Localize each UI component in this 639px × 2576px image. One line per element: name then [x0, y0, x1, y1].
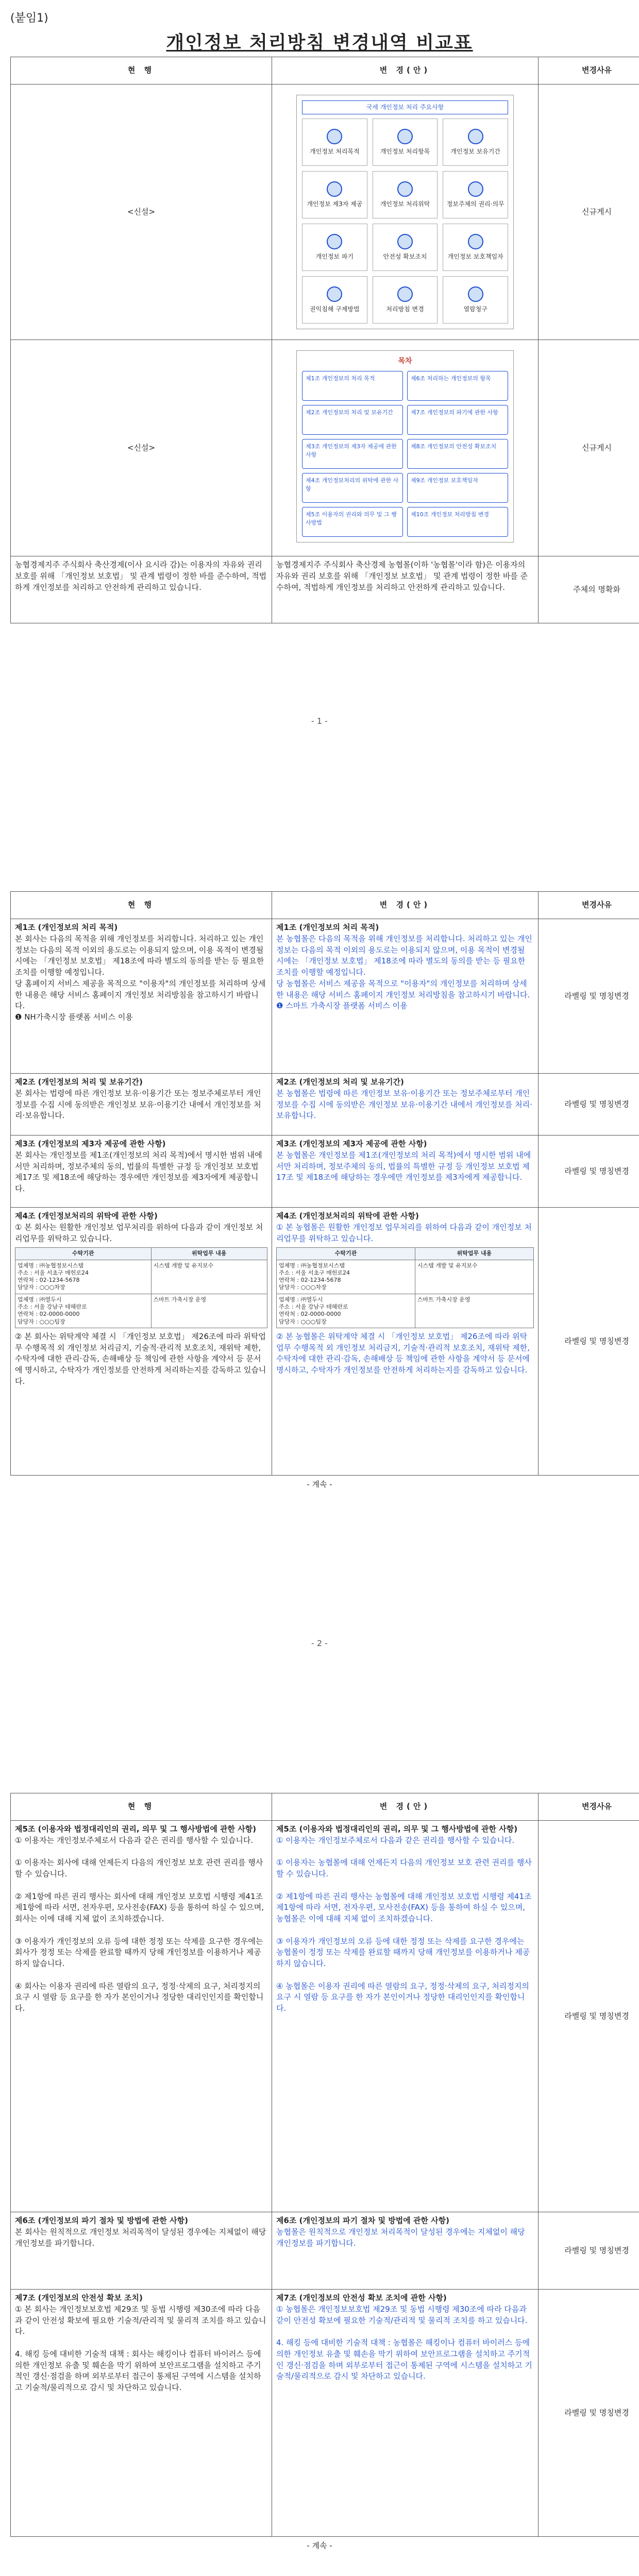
- toc-item[interactable]: 제7조 개인정보의 파기에 관한 사항: [407, 405, 508, 435]
- reason-cell: 신규게시: [539, 84, 639, 340]
- label-item: 개인정보 처리목적: [302, 118, 367, 166]
- header-current: 현 행: [11, 57, 272, 84]
- comparison-table-page-3: [10, 1793, 629, 2551]
- label-icon: [397, 286, 413, 302]
- proposed-cell: 제1조 (개인정보의 처리 목적) 본 농협몰은 다음의 목적을 위해 개인정보를 처리합니다. 처리하고 있는 개인정보는 다음의 목적 이외의 용도로는 이용되지 않으며, 이용 목적이 변경될 시에는 「개인정보 보호법」 제18조에 따라 별도의 동의를 받는 등 필요한 조치를 이행할 예정입니다. 당 농협몰은 서비스 제공을 목적으로 "이용자"의 개인정보를 처리하며 상세한 내용은 해당 서비스 홈페이지 개인정보 처리방침을 참고하시기 바랍니다. ❶ 스마트 가축시장 플랫폼 서비스 이용: [272, 919, 539, 1074]
- page-title: 개인정보 처리방침 변경내역 비교표: [166, 32, 473, 54]
- proposed-cell: [272, 84, 539, 340]
- header-reason: 변경사유: [539, 892, 639, 919]
- label-icon: [397, 181, 413, 197]
- toc-item[interactable]: 제4조 개인정보처리의 위탁에 관한 사항: [302, 473, 403, 503]
- reason-cell: 주체의 명확화: [539, 556, 639, 623]
- header-proposed: 변 경(안): [272, 1793, 539, 1821]
- toc-item[interactable]: 제3조 개인정보의 제3자 제공에 관한 사항: [302, 439, 403, 469]
- label-icon: [468, 181, 483, 197]
- continued-note: - 계속 -: [307, 1480, 332, 1489]
- label-icon: [397, 129, 413, 144]
- proposed-cell: 농협경제지주 주식회사 축산경제 농협몰(이하 '농협몰'이라 함)은 이용자의 자유와 권리 보호를 위해 「개인정보 보호법」 및 관계 법령이 정한 바를 준수하여, 적법하게 개인정보를 처리하고 안전하게 관리하고 있습니다.: [272, 556, 539, 623]
- label-item: 개인정보 처리항목: [373, 118, 438, 166]
- header-proposed: 변 경(안): [272, 892, 539, 919]
- header-reason: 변경사유: [539, 57, 639, 84]
- attachment-tag: (붙임1): [10, 12, 48, 25]
- current-cell: 제4조 (개인정보처리의 위탁에 관한 사항) ① 본 회사는 원활한 개인정보 업무처리를 위하여 다음과 같이 개인정보 처리업무를 위탁하고 있습니다. 수탁기관 위탁업무 내용 업체명 : ㈜농협정보시스템 주소 : 서울 서초구 매헌로24 연락처 : 02-1234-5678 담당자 : ○○○차장 시스템 개발 및 유지보수 업체명 : ㈜열두시 주소 : 서울 강남구 테헤란로 연락처 : 02-0000-0000 담당자 : ○○○팀장 스마트 가축시장 운영 ② 본 회사는 위탁계약 체결 시 「개인정보 보호법」 제26조에 따라 위탁업무 수행목적 외 개인정보 처리금지, 기술적·관리적 보호조치, 재위탁 제한, 수탁자에 대한 관리·감독, 손해배상 등 책임에 관한 사항을 계약서 등 문서에 명시하고, 수탁자가 개인정보를 안전하게 처리하는지를 감독하고 있습니다.: [11, 1208, 272, 1476]
- label-item: 안전성 확보조치: [373, 224, 438, 271]
- header-proposed: 변 경(안): [272, 57, 539, 84]
- label-item: 개인정보 제3자 제공: [302, 171, 367, 218]
- reason-cell: 라벨링 및 명칭변경: [539, 1208, 639, 1476]
- current-cell: 제3조 (개인정보의 제3자 제공에 관한 사항) 본 회사는 개인정보를 제1조(개인정보의 처리 목적)에서 명시한 범위 내에서만 처리하며, 정보주체의 동의, 법률의 특별한 규정 등 개인정보 보호법 제17조 및 제18조에 해당하는 경우에만 개인정보를 제3자에게 제공합니다.: [11, 1136, 272, 1208]
- proposed-cell: 제5조 (이용자와 법정대리인의 권리, 의무 및 그 행사방법에 관한 사항) ① 이용자는 개인정보주체로서 다음과 같은 권리를 행사할 수 있습니다. ① 이용자는 농협몰에 대해 언제든지 다음의 개인정보 보호 관련 권리를 행사할 수 있습니다. ② 제1항에 따른 권리 행사는 농협몰에 대해 개인정보 보호법 시행령 제41조 제1항에 따라 서면, 전자우편, 모사전송(FAX) 등을 통하여 하실 수 있으며, 농협몰은 이에 대해 지체 없이 조치하겠습니다. ③ 이용자가 개인정보의 오류 등에 대한 정정 또는 삭제를 요구한 경우에는 농협몰이 정정 또는 삭제를 완료할 때까지 당해 개인정보를 이용하거나 제공하지 않습니다. ④ 농협몰은 이용자 권리에 따른 열람의 요구, 정정·삭제의 요구, 처리정지의 요구 시 열람 등 요구를 한 자가 본인이거나 정당한 대리인인지를 확인합니다.: [272, 1821, 539, 2212]
- proposed-cell: 제6조 (개인정보의 파기 절차 및 방법에 관한 사항) 농협몰은 원칙적으로 개인정보 처리목적이 달성된 경우에는 지체없이 해당 개인정보를 파기합니다.: [272, 2212, 539, 2290]
- page-number: - 2 -: [311, 1638, 328, 1648]
- label-item: 개인정보 처리위탁: [373, 171, 438, 218]
- reason-cell: 라벨링 및 명칭변경: [539, 919, 639, 1074]
- label-item: 개인정보 보호책임자: [443, 224, 508, 271]
- toc-item[interactable]: 제6조 처리하는 개인정보의 항목: [407, 371, 508, 401]
- toc-head: 목차: [398, 357, 412, 366]
- proposed-cell: 제2조 (개인정보의 처리 및 보유기간) 본 농협몰은 법령에 따른 개인정보 보유·이용기간 또는 정보주체로부터 개인정보를 수집 시에 동의받은 개인정보 보유·이용기간 내에서 개인정보를 처리·보유합니다.: [272, 1074, 539, 1136]
- current-cell: 농협경제지주 주식회사 축산경제(이사 요시라 감)는 이용자의 자유와 권리 보호를 위해 「개인정보 보호법」 및 관계 법령이 정한 바를 준수하여, 적법하게 개인정보를 처리하고 안전하게 관리하고 있습니다.: [11, 556, 272, 623]
- toc-box: [296, 350, 514, 542]
- proposed-cell: 제3조 (개인정보의 제3자 제공에 관한 사항) 본 농협몰은 개인정보를 제1조(개인정보의 처리 목적)에서 명시한 범위 내에서만 처리하며, 정보주체의 동의, 법률의 특별한 규정 등 개인정보 보호법 제17조 및 제18조에 해당하는 경우에만 개인정보를 제3자에게 제공합니다.: [272, 1136, 539, 1208]
- reason-cell: 신규게시: [539, 340, 639, 556]
- proposed-cell: 제7조 (개인정보의 안전성 확보 조치에 관한 사항) ① 농협몰은 개인정보보호법 제29조 및 동법 시행령 제30조에 따라 다음과 같이 안전성 확보에 필요한 기술적/관리적 및 물리적 조치를 하고 있습니다. 4. 해킹 등에 대비한 기술적 대책 : 농협몰은 해킹이나 컴퓨터 바이러스 등에 의한 개인정보 유출 및 훼손을 막기 위하여 보안프로그램을 설치하고 주기적인 갱신·점검을 하며 외부로부터 접근이 통제된 구역에 시스템을 설치하고 기술적/물리적으로 감시 및 차단하고 있습니다.: [272, 2290, 539, 2537]
- label-icon: [468, 129, 483, 144]
- reason-cell: 라벨링 및 명칭변경: [539, 2290, 639, 2537]
- comparison-table-page-1: [10, 57, 629, 623]
- label-icon: [327, 286, 342, 302]
- label-item: 개인정보 보유기간: [443, 118, 508, 166]
- label-icon: [327, 129, 342, 144]
- current-cell: 제6조 (개인정보의 파기 절차 및 방법에 관한 사항) 본 회사는 원칙적으로 개인정보 처리목적이 달성된 경우에는 지체없이 해당 개인정보를 파기합니다.: [11, 2212, 272, 2290]
- current-cell: <신설>: [11, 340, 272, 556]
- label-icon: [468, 234, 483, 249]
- continued-note: - 계속 -: [307, 2541, 332, 2550]
- current-cell: 제5조 (이용자와 법정대리인의 권리, 의무 및 그 행사방법에 관한 사항) ① 이용자는 개인정보주체로서 다음과 같은 권리를 행사할 수 있습니다. ① 이용자는 회사에 대해 언제든지 다음의 개인정보 보호 관련 권리를 행사할 수 있습니다. ② 제1항에 따른 권리 행사는 회사에 대해 개인정보 보호법 시행령 제41조 제1항에 따라 서면, 전자우편, 모사전송(FAX) 등을 통하여 하실 수 있으며, 회사는 이에 대해 지체 없이 조치하겠습니다. ③ 이용자가 개인정보의 오류 등에 대한 정정 또는 삭제를 요구한 경우에는 회사가 정정 또는 삭제를 완료할 때까지 당해 개인정보를 이용하거나 제공하지 않습니다. ④ 회사는 이용자 권리에 따른 열람의 요구, 정정·삭제의 요구, 처리정지의 요구 시 열람 등 요구를 한 자가 본인이거나 정당한 대리인인지를 확인합니다.: [11, 1821, 272, 2212]
- label-item: 개인정보 파기: [302, 224, 367, 271]
- label-icon: [397, 234, 413, 249]
- proposed-cell: [272, 340, 539, 556]
- entrust-table: 수탁기관 위탁업무 내용 업체명 : ㈜농협정보시스템 주소 : 서울 서초구 매헌로24 연락처 : 02-1234-5678 담당자 : ○○○차장 시스템 개발 및 유지보수 업체명 : ㈜열두시 주소 : 서울 강남구 테헤란로 연락처 : 02-0000-0000 담당자 : ○○○팀장 스마트 가축시장 운영: [276, 1247, 534, 1328]
- label-item: 정보주체의 권리·의무: [443, 171, 508, 218]
- label-item: 처리방침 변경: [373, 276, 438, 324]
- current-cell: 제1조 (개인정보의 처리 목적) 본 회사는 다음의 목적을 위해 개인정보를 처리합니다. 처리하고 있는 개인정보는 다음의 목적 이외의 용도로는 이용되지 않으며, 이용 목적이 변경될 시에는 「개인정보 보호법」 제18조에 따라 별도의 동의를 받는 등 필요한 조치를 이행할 예정입니다. 당 홈페이지 서비스 제공을 목적으로 "이용자"의 개인정보를 처리하며 상세한 내용은 해당 서비스 홈페이지 개인정보 처리방침을 참고하시기 바랍니다. ❶ NH가축시장 플랫폼 서비스 이용: [11, 919, 272, 1074]
- toc-item[interactable]: 제2조 개인정보의 처리 및 보유기간: [302, 405, 403, 435]
- label-grid-head: 국세 개인정보 처리 주요사항: [302, 100, 508, 114]
- toc-item[interactable]: 제9조 개인정보 보호책임자: [407, 473, 508, 503]
- reason-cell: 라벨링 및 명칭변경: [539, 2212, 639, 2290]
- current-cell: 제2조 (개인정보의 처리 및 보유기간) 본 회사는 법령에 따른 개인정보 보유·이용기간 또는 정보주체로부터 개인정보를 수집 시에 동의받은 개인정보 보유·이용기간 내에서 개인정보를 처리·보유합니다.: [11, 1074, 272, 1136]
- proposed-cell: 제4조 (개인정보처리의 위탁에 관한 사항) ① 본 농협몰은 원활한 개인정보 업무처리를 위하여 다음과 같이 개인정보 처리업무를 위탁하고 있습니다. 수탁기관 위탁업무 내용 업체명 : ㈜농협정보시스템 주소 : 서울 서초구 매헌로24 연락처 : 02-1234-5678 담당자 : ○○○차장 시스템 개발 및 유지보수 업체명 : ㈜열두시 주소 : 서울 강남구 테헤란로 연락처 : 02-0000-0000 담당자 : ○○○팀장 스마트 가축시장 운영 ② 본 농협몰은 위탁계약 체결 시 「개인정보 보호법」 제26조에 따라 위탁업무 수행목적 외 개인정보 처리금지, 기술적·관리적 보호조치, 재위탁 제한, 수탁자에 대한 관리·감독, 손해배상 등 책임에 관한 사항을 계약서 등 문서에 명시하고, 수탁자가 개인정보를 안전하게 처리하는지를 감독하고 있습니다.: [272, 1208, 539, 1476]
- reason-cell: 라벨링 및 명칭변경: [539, 1821, 639, 2212]
- header-current: 현 행: [11, 1793, 272, 1821]
- header-reason: 변경사유: [539, 1793, 639, 1821]
- toc-item[interactable]: 제10조 개인정보 처리방침 변경: [407, 507, 508, 537]
- label-icon: [327, 234, 342, 249]
- toc-item[interactable]: 제5조 이용자의 권리와 의무 및 그 행사방법: [302, 507, 403, 537]
- header-current: 현 행: [11, 892, 272, 919]
- label-grid: [296, 95, 514, 329]
- toc-item[interactable]: 제8조 개인정보의 안전성 확보조치: [407, 439, 508, 469]
- reason-cell: 라벨링 및 명칭변경: [539, 1136, 639, 1208]
- comparison-table-page-2: [10, 891, 629, 1489]
- label-icon: [468, 286, 483, 302]
- toc-item[interactable]: 제1조 개인정보의 처리 목적: [302, 371, 403, 401]
- label-item: 열람청구: [443, 276, 508, 324]
- page-number: - 1 -: [311, 716, 328, 726]
- label-item: 권익침해 구제방법: [302, 276, 367, 324]
- reason-cell: 라벨링 및 명칭변경: [539, 1074, 639, 1136]
- current-cell: <신설>: [11, 84, 272, 340]
- label-icon: [327, 181, 342, 197]
- current-cell: 제7조 (개인정보의 안전성 확보 조치) ① 본 회사는 개인정보보호법 제29조 및 동법 시행령 제30조에 따라 다음과 같이 안전성 확보에 필요한 기술적/관리적 및 물리적 조치를 하고 있습니다. 4. 해킹 등에 대비한 기술적 대책 : 회사는 해킹이나 컴퓨터 바이러스 등에 의한 개인정보 유출 및 훼손을 막기 위하여 보안프로그램을 설치하고 주기적인 갱신·점검을 하며 외부로부터 접근이 통제된 구역에 시스템을 설치하고 기술적/물리적으로 감시 및 차단하고 있습니다.: [11, 2290, 272, 2537]
- entrust-table: 수탁기관 위탁업무 내용 업체명 : ㈜농협정보시스템 주소 : 서울 서초구 매헌로24 연락처 : 02-1234-5678 담당자 : ○○○차장 시스템 개발 및 유지보수 업체명 : ㈜열두시 주소 : 서울 강남구 테헤란로 연락처 : 02-0000-0000 담당자 : ○○○팀장 스마트 가축시장 운영: [15, 1247, 267, 1328]
